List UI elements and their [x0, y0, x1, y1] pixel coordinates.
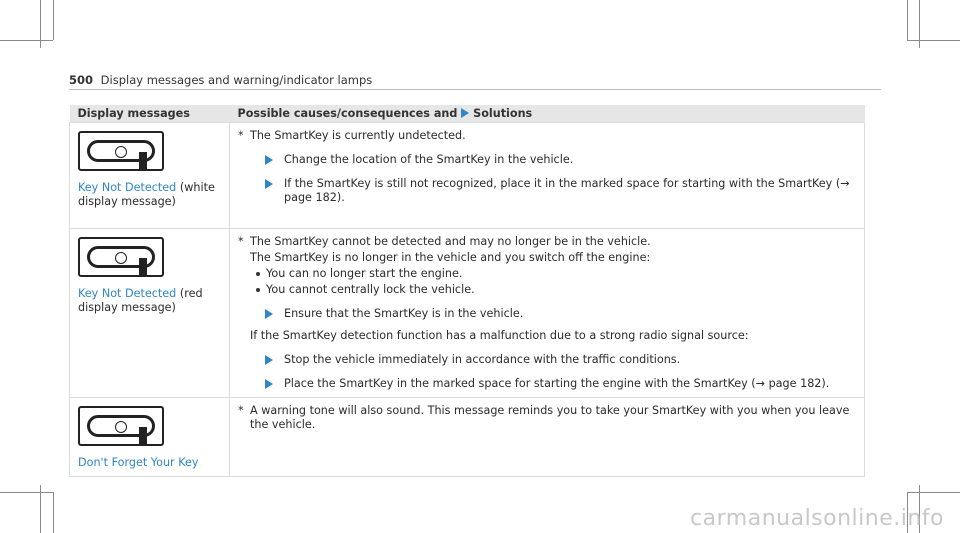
display-message-text: Key Not Detected: [78, 181, 177, 194]
page-title: Display messages and warning/indicator lamps: [100, 73, 373, 87]
crop-mark: [53, 0, 54, 40]
table-header-row: [70, 105, 865, 123]
solution-step: If the SmartKey is still not recognized, place it in the marked space for starting with the SmartKey (→ page 182).: [238, 177, 856, 205]
play-arrow-icon: [265, 179, 273, 189]
page-header: [69, 73, 372, 87]
key-display-icon: [78, 131, 164, 171]
cause-text: * A warning tone will also sound. This message reminds you to take your SmartKey with you when you leave the vehicle.: [238, 404, 850, 431]
display-message-text: Don't Forget Your Key: [78, 456, 199, 469]
crop-mark: [0, 492, 53, 493]
display-messages-table: [69, 105, 865, 477]
cause-text: * The SmartKey is currently undetected.: [238, 129, 466, 142]
crop-mark: [907, 492, 960, 493]
causes-cell: [230, 398, 865, 477]
causes-cell: [230, 229, 865, 398]
display-message-text: Key Not Detected: [78, 287, 177, 300]
solution-step: Stop the vehicle immediately in accordance with the traffic conditions.: [238, 353, 856, 367]
list-item: You cannot centrally lock the vehicle.: [238, 283, 856, 297]
key-display-icon: [78, 237, 164, 277]
causes-cell: [230, 123, 865, 229]
cause-text: The SmartKey is no longer in the vehicle and you switch off the engine:: [250, 251, 651, 264]
crop-mark: [0, 40, 53, 41]
solution-step: Change the location of the SmartKey in the vehicle.: [238, 153, 856, 167]
table-row: [70, 123, 865, 229]
cause-text: If the SmartKey detection function has a malfunction due to a strong radio signal source:: [250, 329, 749, 342]
watermark: carmanualsonline.info: [690, 506, 944, 531]
play-arrow-icon: [265, 309, 273, 319]
column-header-causes: Possible causes/consequences and Solutions: [230, 105, 865, 123]
play-arrow-icon: [265, 379, 273, 389]
play-arrow-icon: [461, 108, 469, 118]
table-row: [70, 398, 865, 477]
crop-mark: [907, 0, 908, 40]
column-header-display-messages: Display messages: [70, 105, 230, 123]
crop-mark: [907, 40, 960, 41]
display-message-cell: Key Not Detected (red display message): [70, 229, 230, 398]
table-row: [70, 229, 865, 398]
solution-step: Ensure that the SmartKey is in the vehicle.: [238, 307, 856, 321]
display-message-cell: Key Not Detected (white display message): [70, 123, 230, 229]
list-item: You can no longer start the engine.: [238, 267, 856, 281]
play-arrow-icon: [265, 355, 273, 365]
page-number: 500: [69, 73, 94, 87]
header-divider: [69, 89, 881, 90]
display-message-cell: [70, 398, 230, 477]
cause-text: * The SmartKey cannot be detected and may no longer be in the vehicle.: [238, 235, 651, 248]
crop-mark: [53, 492, 54, 533]
key-display-icon: [78, 406, 164, 446]
solution-step: Place the SmartKey in the marked space for starting the engine with the SmartKey (→ page 182).: [238, 377, 856, 391]
play-arrow-icon: [265, 155, 273, 165]
